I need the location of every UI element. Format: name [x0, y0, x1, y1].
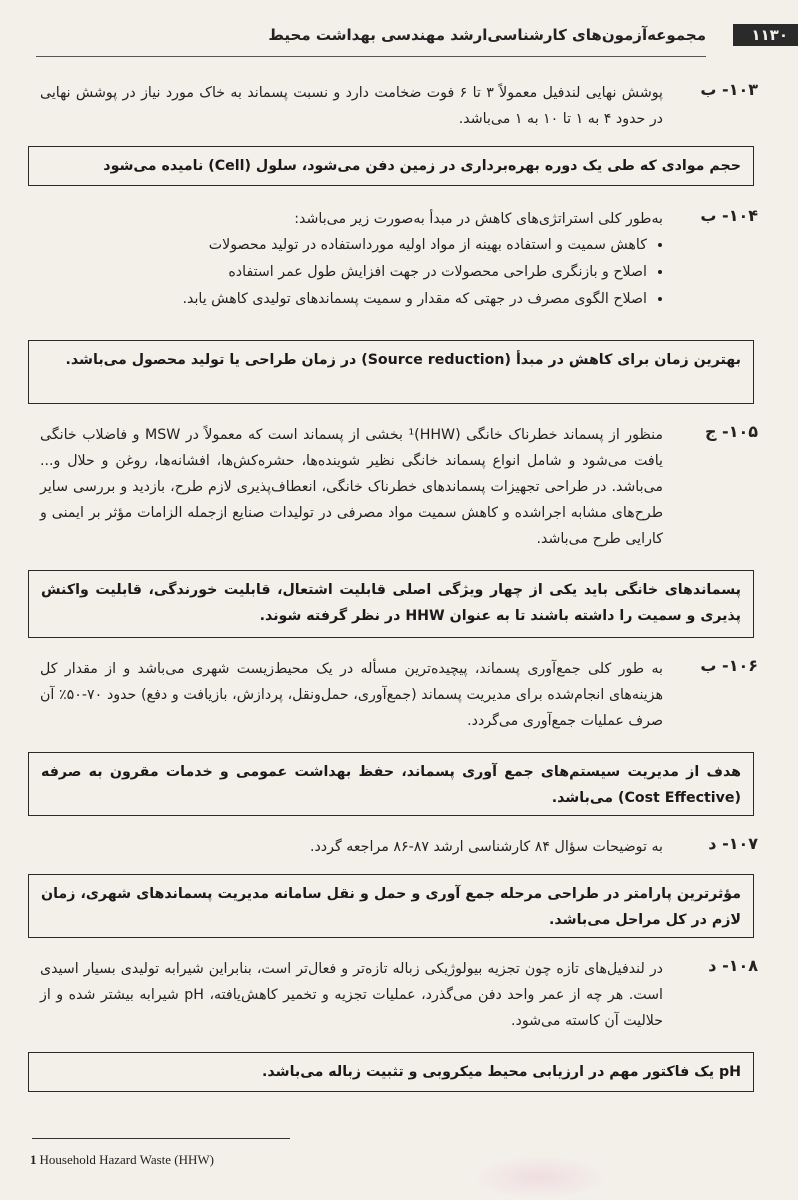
- note-box: بهترین زمان برای کاهش در مبدأ (Source reduction) در زمان طراحی یا تولید محصول می‌باشد.: [28, 340, 754, 404]
- footnote-text: Household Hazard Waste (HHW): [39, 1152, 215, 1167]
- list-item: • اصلاح الگوی مصرف در جهتی که مقدار و سمیت پسماندهای تولیدی کاهش یابد.: [40, 286, 647, 313]
- answer-number: ۱۰۶- ب: [700, 656, 758, 675]
- page-number: ۱۱۳۰: [733, 24, 798, 46]
- note-box: حجم موادی که طی یک دوره بهره‌برداری در زمین دفن می‌شود، سلول (Cell) نامیده می‌شود: [28, 146, 754, 186]
- answer-text: [40, 206, 663, 313]
- answer-104: [40, 206, 758, 313]
- answer-number: ۱۰۸- د: [708, 956, 758, 975]
- answer-106: [40, 656, 758, 734]
- answer-number: ۱۰۵- ج: [704, 422, 758, 441]
- page-smudge: [470, 1155, 610, 1200]
- answer-text: به طور کلی جمع‌آوری پسماند، پیچیده‌ترین مسأله در یک محیط‌زیست شهری می‌باشد و از مقدار کل هزینه‌های انجام‌شده برای مدیریت پسماند (جمع‌آوری، حمل‌ونقل، پردازش، بازیافت و دفع) حدود ۷۰-۵۰٪ آن صرف عملیات جمع‌آوری می‌گردد.: [40, 661, 663, 729]
- answer-108: [40, 956, 758, 1034]
- note-box: هدف از مدیریت سیستم‌های جمع آوری پسماند، حفظ بهداشت عمومی و خدمات مقرون به صرفه (Cost Effective) می‌باشد.: [28, 752, 754, 816]
- answer-103: [40, 80, 758, 132]
- header-divider: [36, 56, 706, 57]
- page-header: [0, 18, 798, 48]
- answer-text: منظور از پسماند خطرناک خانگی (HHW)¹ بخشی از پسماند است که معمولاً در MSW و فاضلاب خانگی یافت می‌شود و شامل انواع پسماند خانگی نظیر شوینده‌ها، حشره‌کش‌ها، افشانه‌ها، روغن و حلال و... می‌باشد. در طراحی تجهیزات پسماندهای خطرناک خانگی، انعطاف‌پذیری لازم طرح، بازدید و بررسی سایر طرح‌های مشابه اجراشده و کاهش سمیت مواد مصرفی در تولیدات صنایع ازجمله الزامات مؤثر بر ایمنی و کارایی طرح می‌باشد.: [40, 427, 663, 547]
- answer-number: ۱۰۳- ب: [700, 80, 758, 99]
- list-item: • اصلاح و بازنگری طراحی محصولات در جهت افزایش طول عمر استفاده: [40, 259, 647, 286]
- footnote-marker: 1: [30, 1152, 37, 1167]
- answer-number: ۱۰۷- د: [708, 834, 758, 853]
- footnote-divider: [32, 1138, 290, 1139]
- answer-text: به توضیحات سؤال ۸۴ کارشناسی ارشد ۸۷-۸۶ مراجعه گردد.: [309, 839, 663, 855]
- answer-text: پوشش نهایی لندفیل معمولاً ۳ تا ۶ فوت ضخامت دارد و نسبت پسماند به خاک مورد نیاز در پوشش نهایی در حدود ۴ به ۱ تا ۱۰ به ۱ می‌باشد.: [40, 85, 663, 127]
- footnote: [30, 1152, 214, 1168]
- note-box: پسماندهای خانگی باید یکی از چهار ویژگی اصلی قابلیت اشتعال، قابلیت خورندگی، قابلیت واکنش پذیری و سمیت را داشته باشند تا به عنوان HHW در نظر گرفته شوند.: [28, 570, 754, 638]
- note-box: مؤثرترین پارامتر در طراحی مرحله جمع آوری و حمل و نقل سامانه مدیریت پسماندهای شهری، زمان لازم در کل مراحل می‌باشد.: [28, 874, 754, 938]
- bullet-list: [40, 232, 663, 313]
- note-box: pH یک فاکتور مهم در ارزیابی محیط میکروبی و تثبیت زباله می‌باشد.: [28, 1052, 754, 1092]
- list-item: • کاهش سمیت و استفاده بهینه از مواد اولیه مورداستفاده در تولید محصولات: [40, 232, 647, 259]
- answer-text: در لندفیل‌های تازه چون تجزیه بیولوژیکی زباله تازه‌تر و فعال‌تر است، بنابراین شیرابه تولیدی بسیار اسیدی است. هر چه از عمر واحد دفن می‌گذرد، عملیات تجزیه و تخمیر کاهش‌یافته، pH شیرابه بیشتر شده و از حلالیت آن کاسته می‌شود.: [40, 961, 663, 1029]
- answer-intro: به‌طور کلی استراتژی‌های کاهش در مبدأ به‌صورت زیر می‌باشد:: [294, 211, 663, 227]
- answer-105: [40, 422, 758, 552]
- answer-number: ۱۰۴- ب: [700, 206, 758, 225]
- answer-107: [40, 834, 758, 860]
- book-title: مجموعه‌آزمون‌های کارشناسی‌ارشد مهندسی بهداشت محیط: [268, 26, 706, 44]
